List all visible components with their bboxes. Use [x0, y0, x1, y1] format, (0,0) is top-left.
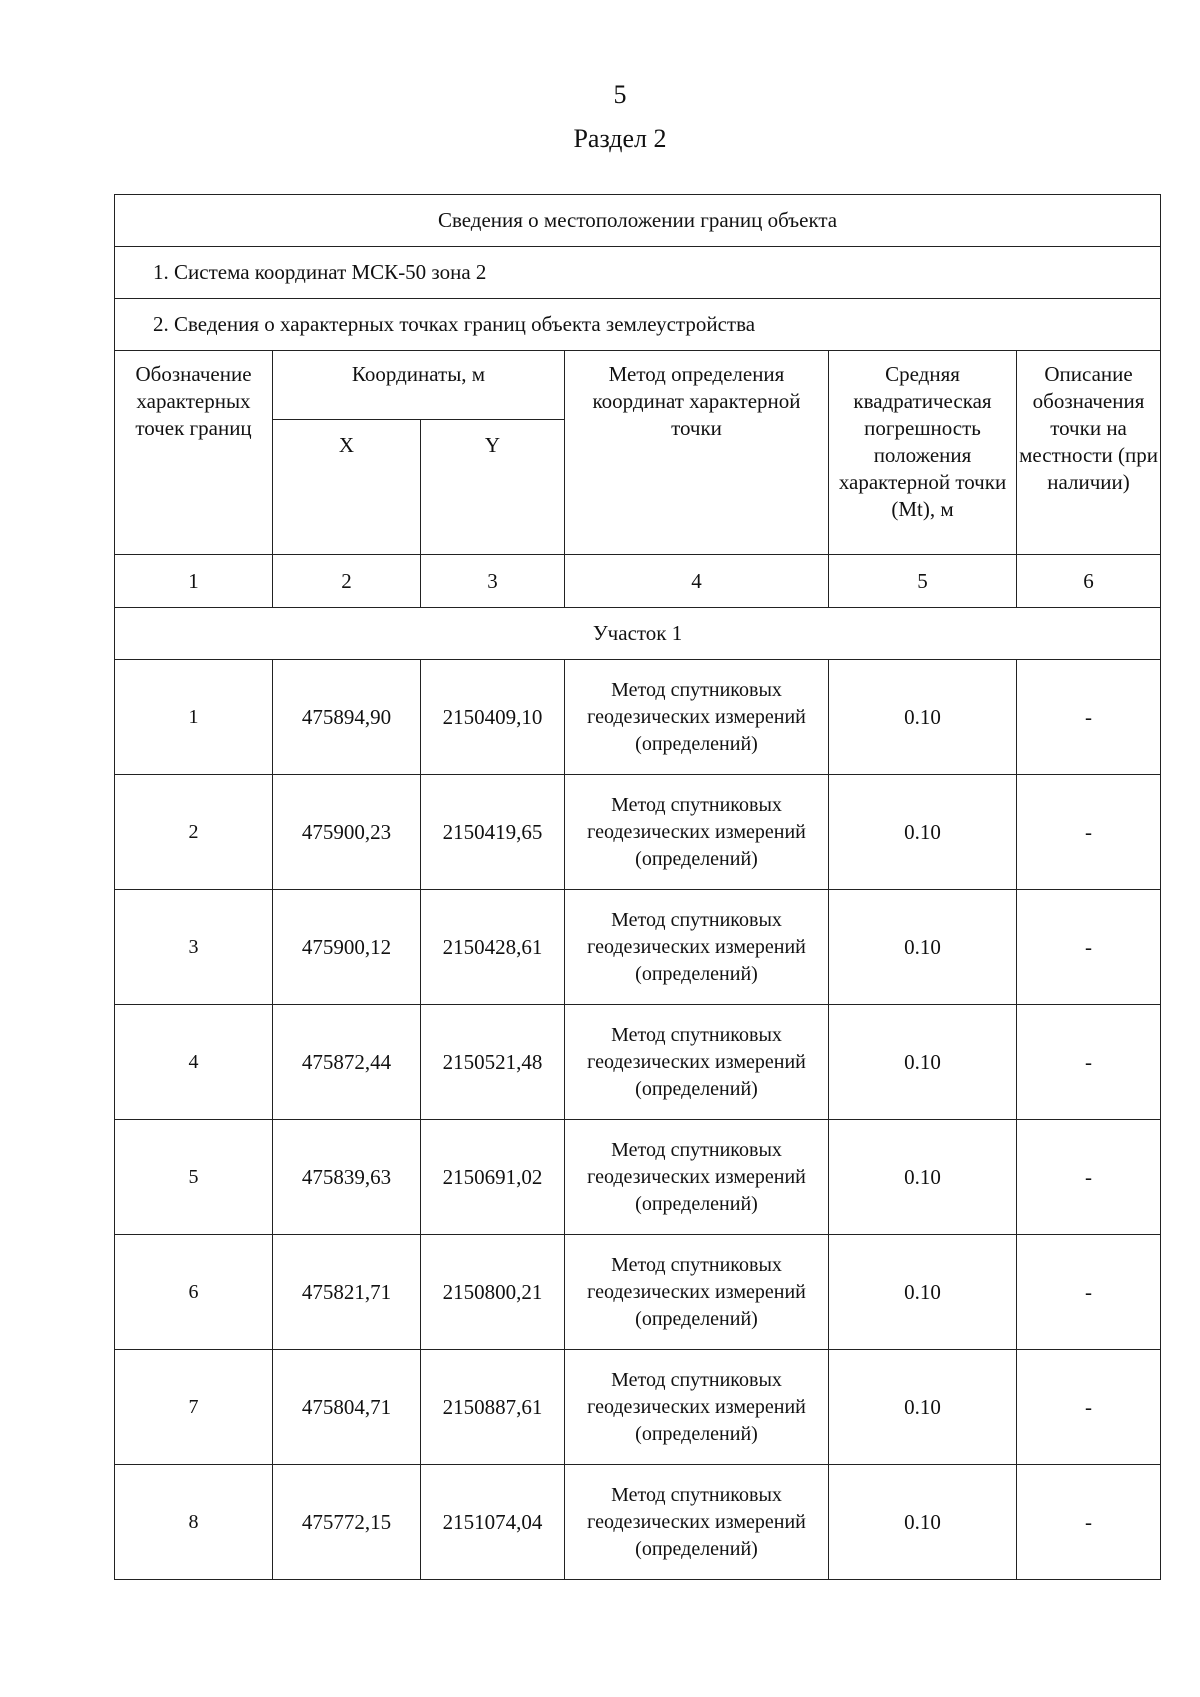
error-cell: 0.10 [829, 660, 1017, 775]
column-number: 5 [829, 555, 1017, 608]
section-title: Раздел 2 [573, 124, 667, 153]
method-cell: Метод спутниковых геодезических измерений (определений) [565, 660, 829, 775]
error-cell: 0.10 [829, 1235, 1017, 1350]
col-header-designation: Обозначение характерных точек границ [115, 351, 273, 555]
y-cell: 2150691,02 [421, 1120, 565, 1235]
description-cell: - [1017, 1005, 1161, 1120]
y-cell: 2150800,21 [421, 1235, 565, 1350]
point-cell: 7 [115, 1350, 273, 1465]
description-cell: - [1017, 890, 1161, 1005]
table-row [115, 890, 1161, 1005]
table-caption: Сведения о местоположении границ объекта [115, 195, 1161, 247]
table-row [115, 660, 1161, 775]
description-cell: - [1017, 1235, 1161, 1350]
point-cell: 2 [115, 775, 273, 890]
method-cell: Метод спутниковых геодезических измерений (определений) [565, 1465, 829, 1580]
error-cell: 0.10 [829, 1350, 1017, 1465]
table-row [115, 775, 1161, 890]
points-caption: 2. Сведения о характерных точках границ объекта землеустройства [115, 299, 1161, 351]
point-cell: 4 [115, 1005, 273, 1120]
table-row [115, 1465, 1161, 1580]
table-row [115, 1005, 1161, 1120]
y-cell: 2150521,48 [421, 1005, 565, 1120]
col-header-description: Описание обозначения точки на местности (при наличии) [1017, 351, 1161, 555]
column-number: 4 [565, 555, 829, 608]
coord-system-row [115, 247, 1161, 299]
point-cell: 6 [115, 1235, 273, 1350]
description-cell: - [1017, 775, 1161, 890]
error-cell: 0.10 [829, 1120, 1017, 1235]
col-header-error: Средняя квадратическая погрешность положения характерной точки (Mt), м [829, 351, 1017, 555]
point-cell: 3 [115, 890, 273, 1005]
error-cell: 0.10 [829, 890, 1017, 1005]
x-cell: 475772,15 [273, 1465, 421, 1580]
y-cell: 2150409,10 [421, 660, 565, 775]
column-number: 3 [421, 555, 565, 608]
method-cell: Метод спутниковых геодезических измерений (определений) [565, 890, 829, 1005]
description-cell: - [1017, 1350, 1161, 1465]
x-cell: 475900,23 [273, 775, 421, 890]
method-cell: Метод спутниковых геодезических измерений (определений) [565, 1350, 829, 1465]
table-row [115, 1350, 1161, 1465]
col-header-method: Метод определения координат характерной точки [565, 351, 829, 555]
plot-row [115, 608, 1161, 660]
y-cell: 2151074,04 [421, 1465, 565, 1580]
error-cell: 0.10 [829, 1465, 1017, 1580]
column-number: 1 [115, 555, 273, 608]
table-caption-row [115, 195, 1161, 247]
point-cell: 1 [115, 660, 273, 775]
error-cell: 0.10 [829, 1005, 1017, 1120]
x-cell: 475894,90 [273, 660, 421, 775]
description-cell: - [1017, 1120, 1161, 1235]
plot-label: Участок 1 [115, 608, 1161, 660]
y-cell: 2150887,61 [421, 1350, 565, 1465]
point-cell: 5 [115, 1120, 273, 1235]
method-cell: Метод спутниковых геодезических измерений (определений) [565, 1235, 829, 1350]
table-row [115, 1235, 1161, 1350]
method-cell: Метод спутниковых геодезических измерений (определений) [565, 1005, 829, 1120]
column-number: 6 [1017, 555, 1161, 608]
header-row-1 [115, 351, 1161, 420]
y-cell: 2150428,61 [421, 890, 565, 1005]
point-cell: 8 [115, 1465, 273, 1580]
y-cell: 2150419,65 [421, 775, 565, 890]
table-row [115, 1120, 1161, 1235]
coord-system-label: 1. Система координат МСК-50 зона 2 [115, 247, 1161, 299]
points-caption-row [115, 299, 1161, 351]
col-header-x: X [273, 420, 421, 555]
x-cell: 475839,63 [273, 1120, 421, 1235]
description-cell: - [1017, 1465, 1161, 1580]
method-cell: Метод спутниковых геодезических измерений (определений) [565, 1120, 829, 1235]
page-number: 5 [613, 80, 627, 109]
column-number: 2 [273, 555, 421, 608]
error-cell: 0.10 [829, 775, 1017, 890]
description-cell: - [1017, 660, 1161, 775]
x-cell: 475804,71 [273, 1350, 421, 1465]
column-numbers-row [115, 555, 1161, 608]
method-cell: Метод спутниковых геодезических измерений (определений) [565, 775, 829, 890]
x-cell: 475872,44 [273, 1005, 421, 1120]
col-header-y: Y [421, 420, 565, 555]
x-cell: 475821,71 [273, 1235, 421, 1350]
boundary-table [114, 194, 1161, 1580]
x-cell: 475900,12 [273, 890, 421, 1005]
col-header-coordinates: Координаты, м [273, 351, 565, 420]
